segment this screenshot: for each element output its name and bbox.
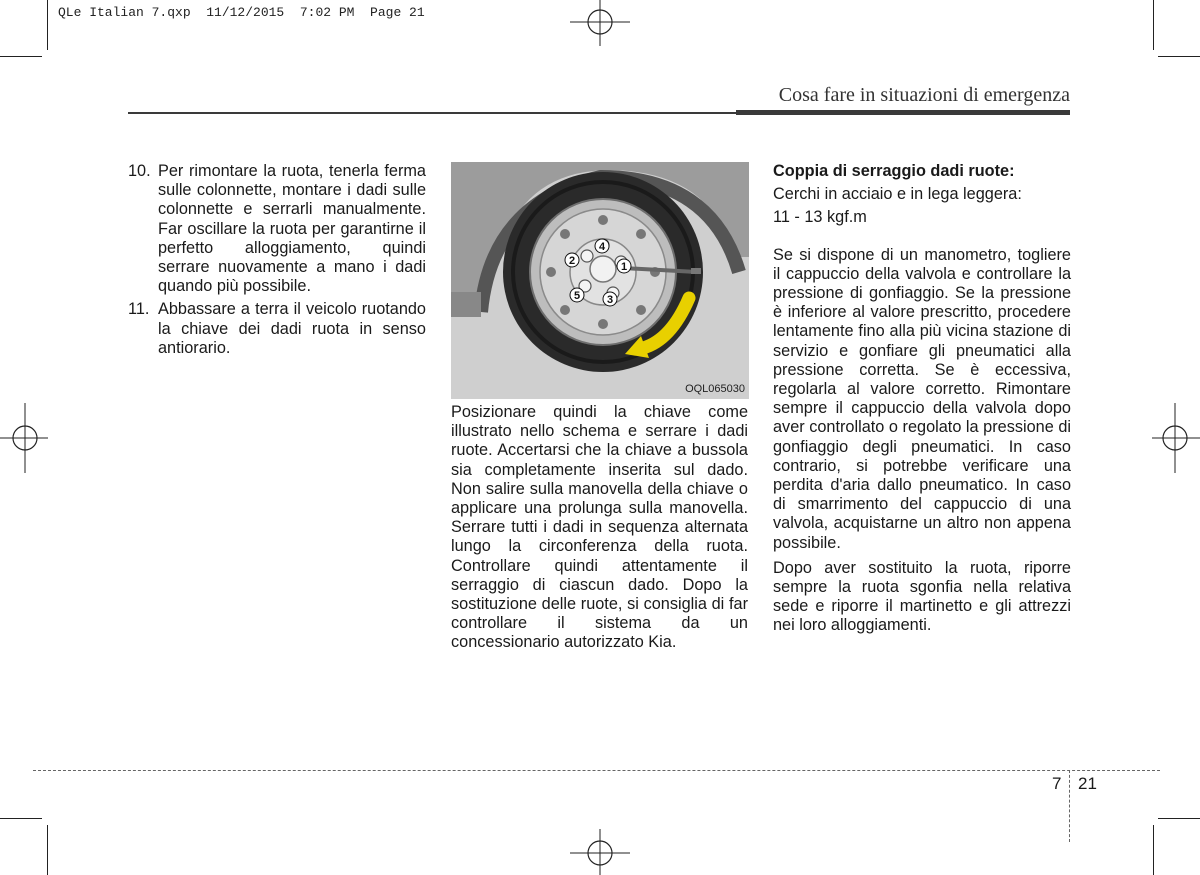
registration-mark-left [0, 398, 50, 478]
nut-label-1: 1 [620, 261, 628, 273]
header-rule-thick [736, 110, 1070, 115]
section-number: 7 [1052, 774, 1062, 793]
section-title: Cosa fare in situazioni di emergenza [778, 84, 1070, 106]
paragraph: Posizionare quindi la chiave come illustrato nello schema e serrare i dadi ruote. Accertarsi che la chiave a bussola sia completamente inserita sul dado. Non salire sulla manovella della chiave o applicare una prolunga sulla manovella. Serrare tutti i dadi in sequenza alternata lungo la circonferenza della ruota. Controllare quindi attentamente il serraggio di ciascun dado. Dopo la sostituzione delle ruote, si consiglia di far controllare il sistema da un concessionario autorizzato Kia. [451, 403, 748, 652]
print-slug: QLe Italian 7.qxp 11/12/2015 7:02 PM Page 21 [58, 5, 425, 20]
step-text: Abbassare a terra il veicolo ruotando la chiave dei dadi ruota in senso antiorario. [158, 300, 426, 357]
pressure-paragraph: Se si dispone di un manometro, togliere il cappuccio della valvola e controllare la pressione di gonfiaggio. Se la pressione è inferiore al valore prescritto, procedere lentamente fino alla più vicina stazione di servizio e gonfiare gli pneumatici alla pressione corretta. Se è eccessiva, regolarla al valore corretto. Rimontare sempre il cappuccio della valvola dopo aver controllato o regolato la pressione di gonfiaggio degli pneumatici. In caso contrario, si potrebbe verificare una perdita d'aria dallo pneumatico. In caso di smarrimento del cappuccio di una valvola, acquistarne un altro non appena possibile. [773, 245, 1071, 552]
registration-mark-bottom [560, 825, 640, 875]
wrench-instructions [451, 403, 748, 659]
figure-code: OQL065030 [685, 383, 745, 395]
nut-label-3: 3 [606, 294, 614, 306]
page-number: 21 [1078, 774, 1097, 793]
torque-wheel-type: Cerchi in acciaio e in lega leggera: [773, 185, 1022, 204]
storage-paragraph: Dopo aver sostituito la ruota, riporre sempre la ruota sgonfia nella relativa sede e riporre il martinetto e gli attrezzi nei loro alloggiamenti. [773, 558, 1071, 635]
wheel-illustration [451, 162, 749, 399]
nut-label-5: 5 [573, 290, 581, 302]
step-text: Per rimontare la ruota, tenerla ferma sulle colonnette, montare i dadi sulle colonnette e serrarli manualmente. Far oscillare la ruota per garantirne il perfetto alloggiamento, quindi serrare nuovamente a mano i dadi quando più possibile. [158, 162, 426, 296]
torque-heading: Coppia di serraggio dadi ruote: [773, 162, 1015, 180]
step-11 [128, 300, 426, 358]
nut-label-4: 4 [598, 241, 606, 253]
footer-divider [1069, 770, 1070, 842]
header-rule-thin [128, 112, 736, 114]
step-number: 10. [128, 162, 151, 180]
instructions-column [128, 162, 426, 362]
footer-rule [33, 770, 1160, 771]
torque-column [773, 162, 1071, 642]
torque-value: 11 - 13 kgf.m [773, 208, 867, 227]
step-10 [128, 162, 426, 296]
registration-mark-top [560, 0, 640, 50]
step-number: 11. [128, 300, 150, 319]
nut-label-2: 2 [568, 255, 576, 267]
registration-mark-right [1150, 398, 1200, 478]
wheel-drawing [451, 162, 749, 399]
